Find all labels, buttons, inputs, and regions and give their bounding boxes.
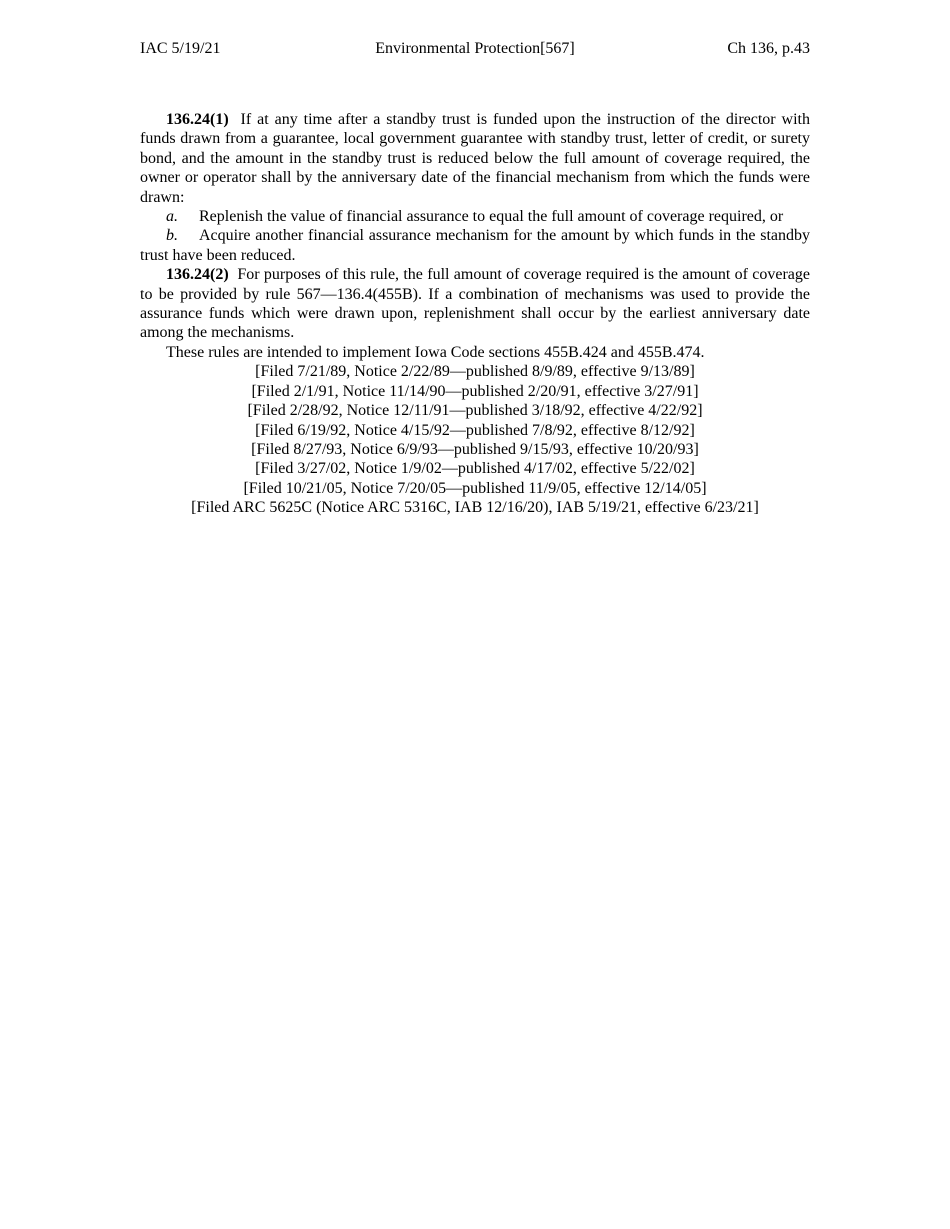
list-item-letter: b. — [166, 227, 178, 245]
rule-paragraph-1 — [140, 110, 810, 207]
page-header — [140, 40, 810, 62]
header-date: IAC 5/19/21 — [140, 40, 221, 57]
list-item-text: Replenish the value of financial assurance to equal the full amount of coverage required, or — [199, 208, 784, 226]
rule-number-1: 136.24(1) — [166, 111, 229, 128]
rule-text-1: If at any time after a standby trust is funded upon the instruction of the director with funds drawn from a guarantee, local government guarantee with standby trust, letter of credit, or surety bond, and the amount in the standby trust is reduced below the full amount of coverage required, the owner or operator shall by the anniversary date of the financial mechanism from which the funds were drawn: — [140, 111, 810, 206]
list-item-text: Acquire another financial assurance mechanism for the amount by which funds in the standby trust have been reduced. — [140, 227, 810, 264]
filed-history-line: [Filed 2/28/92, Notice 12/11/91—published 3/18/92, effective 4/22/92] — [247, 402, 703, 420]
list-item — [140, 207, 810, 226]
rule-paragraph-2 — [140, 265, 810, 343]
rule-text-2: For purposes of this rule, the full amount of coverage required is the amount of coverage to be provided by rule 567—136.4(455B). If a combination of mechanisms was used to provide the assurance funds which were drawn upon, replenishment shall occur by the earliest anniversary date among the mechanisms. — [140, 266, 811, 342]
filed-history-line: [Filed 6/19/92, Notice 4/15/92—published 7/8/92, effective 8/12/92] — [255, 421, 695, 439]
filed-history-line: [Filed 8/27/93, Notice 6/9/93—published 9/15/93, effective 10/20/93] — [251, 440, 699, 458]
filed-history-line: [Filed 10/21/05, Notice 7/20/05—published 11/9/05, effective 12/14/05] — [243, 479, 707, 497]
header-page-ref: Ch 136, p.43 — [727, 40, 810, 57]
list-item — [140, 226, 810, 265]
filed-history-line: [Filed 7/21/89, Notice 2/22/89—published 8/9/89, effective 9/13/89] — [255, 363, 695, 381]
implement-statement: These rules are intended to implement Iowa Code sections 455B.424 and 455B.474. — [166, 343, 705, 361]
filed-history-line: [Filed 2/1/91, Notice 11/14/90—published 2/20/91, effective 3/27/91] — [251, 382, 699, 400]
list-item-letter: a. — [166, 208, 178, 226]
rule-number-2: 136.24(2) — [166, 266, 229, 284]
document-body — [140, 110, 810, 518]
filed-history-line: [Filed 3/27/02, Notice 1/9/02—published 4/17/02, effective 5/22/02] — [255, 460, 695, 478]
header-agency: Environmental Protection[567] — [375, 40, 575, 57]
filed-history-line: [Filed ARC 5625C (Notice ARC 5316C, IAB 12/16/20), IAB 5/19/21, effective 6/23/21] — [191, 499, 759, 517]
